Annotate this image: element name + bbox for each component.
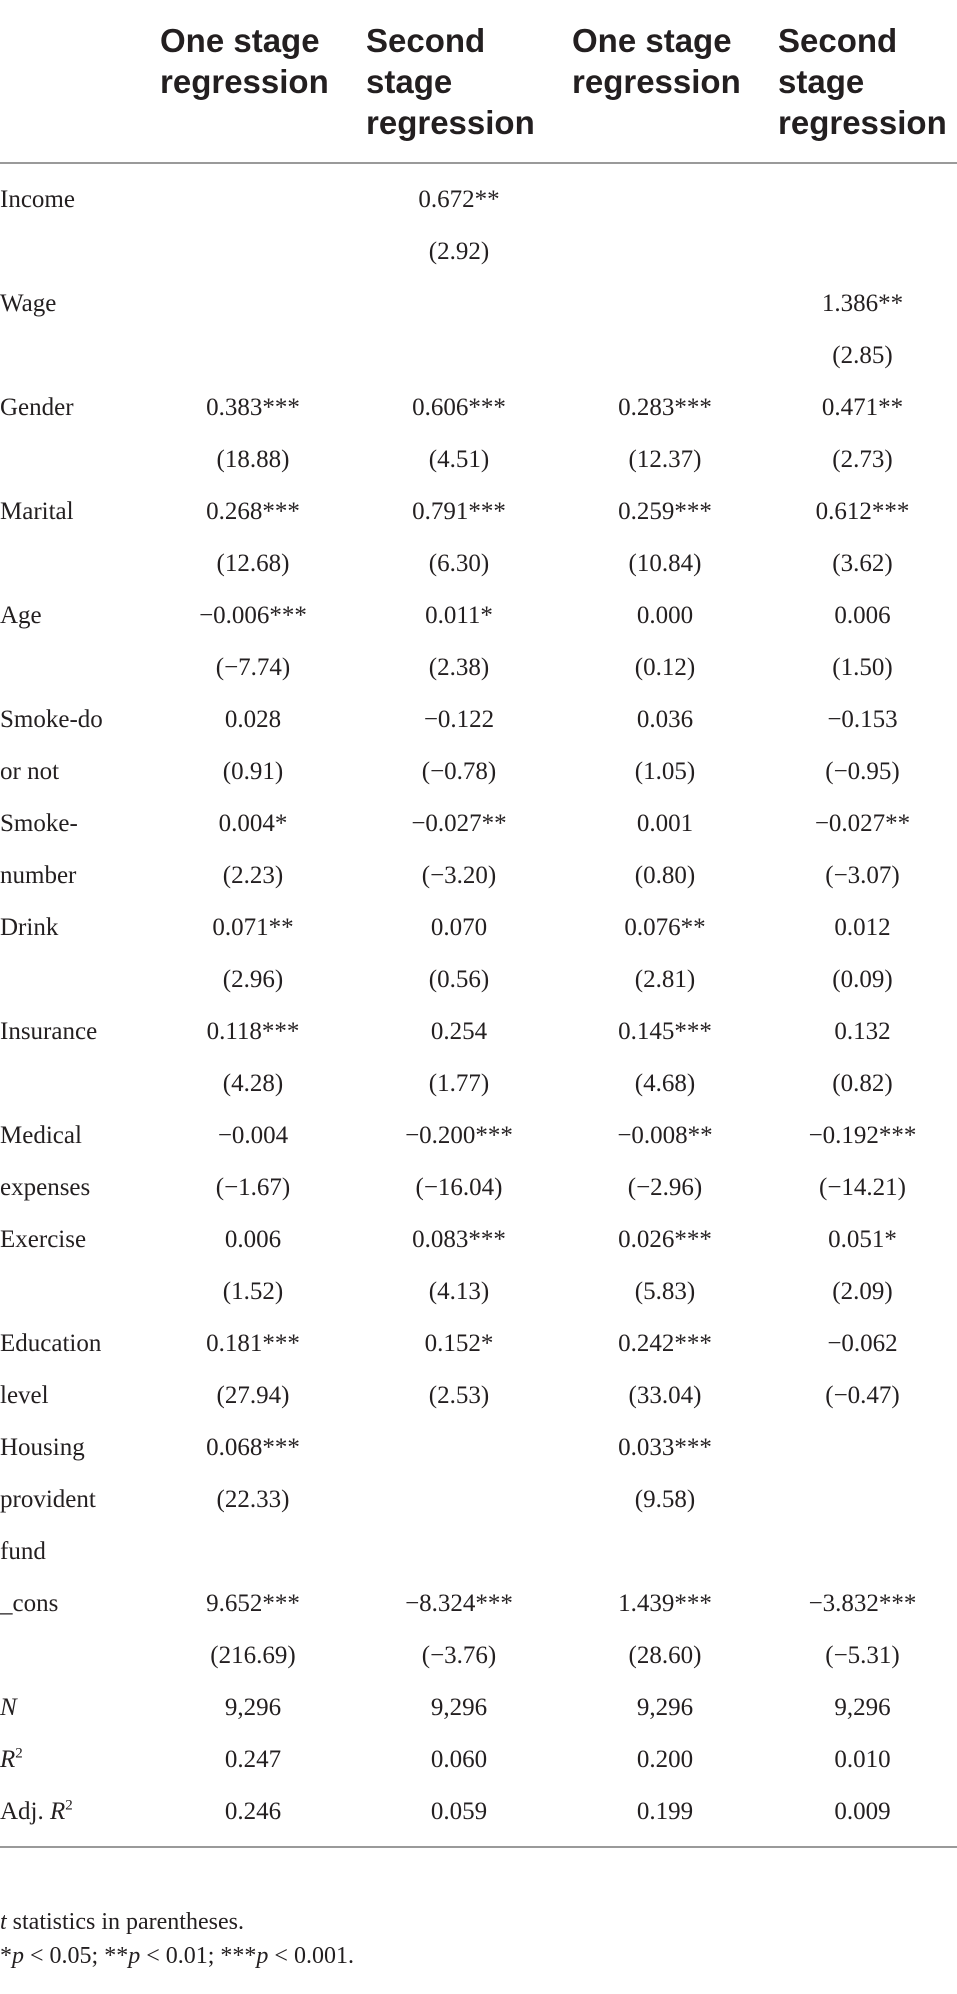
table-cell — [562, 330, 768, 382]
row-label: Housing — [0, 1434, 85, 1461]
row-label: Gender — [0, 394, 74, 421]
table-notes — [0, 1905, 957, 1973]
table-cell: −0.004 — [217, 1122, 289, 1149]
table-cell: (2.09) — [832, 1278, 893, 1305]
row-label: number — [0, 862, 77, 889]
row-label: expenses — [0, 1174, 91, 1201]
table-body — [0, 163, 957, 1838]
table-cell: 0.254 — [430, 1018, 488, 1045]
header-line: One stage — [160, 22, 320, 59]
table-cell: (28.60) — [628, 1642, 702, 1669]
table-cell: (1.50) — [832, 654, 893, 681]
table-cell: 0.004* — [218, 810, 288, 837]
row-label — [0, 1630, 150, 1682]
stats-label: Adj. $R^2$ — [0, 1797, 73, 1825]
table-cell — [356, 278, 562, 330]
table-cell: 0.012 — [834, 914, 891, 941]
table-cell: −0.027** — [411, 810, 507, 837]
table-cell: 0.181*** — [206, 1330, 300, 1357]
table-cell: (0.91) — [222, 758, 284, 785]
header-gap — [0, 163, 957, 174]
table-cell: (4.68) — [634, 1070, 696, 1097]
table-cell: −8.324*** — [405, 1590, 513, 1617]
table-cell — [768, 174, 957, 226]
table-cell: (9.58) — [634, 1486, 696, 1513]
table-cell: (0.82) — [832, 1070, 893, 1097]
table-cell — [356, 1526, 562, 1578]
table-cell: 0.009 — [834, 1798, 891, 1825]
table-cell: 0.242*** — [618, 1330, 712, 1357]
table-cell: (1.05) — [634, 758, 696, 785]
table-cell: 0.060 — [430, 1746, 488, 1773]
table-row — [0, 1214, 957, 1266]
table-row — [0, 226, 957, 278]
row-label — [0, 330, 150, 382]
table-cell: 0.145*** — [618, 1018, 712, 1045]
row-label: Wage — [0, 290, 57, 317]
table-cell: (−2.96) — [627, 1174, 703, 1201]
note-t-statistics: t statistics in parentheses. — [0, 1909, 244, 1935]
table-row — [0, 174, 957, 226]
table-row — [0, 382, 957, 434]
table-cell: (0.09) — [832, 966, 893, 993]
table-row — [0, 954, 957, 1006]
table-cell: (2.73) — [832, 446, 893, 473]
stats-row — [0, 1786, 957, 1838]
table-cell — [356, 1474, 562, 1526]
table-bottom-rule — [0, 1846, 957, 1848]
table-cell: 0.036 — [636, 706, 694, 733]
table-cell: 0.132 — [834, 1018, 891, 1045]
table-cell: (6.30) — [428, 550, 490, 577]
table-row — [0, 1630, 957, 1682]
note-significance: *p < 0.05; **p < 0.01; ***p < 0.001. — [0, 1943, 354, 1969]
stats-row — [0, 1734, 957, 1786]
table-cell: 0.051* — [828, 1226, 897, 1253]
table-cell: (2.85) — [832, 342, 893, 369]
table-cell — [768, 1474, 957, 1526]
table-cell: 1.439*** — [618, 1590, 712, 1617]
table-cell: 0.612*** — [815, 498, 910, 525]
table-cell: (−7.74) — [215, 654, 291, 681]
table-row — [0, 642, 957, 694]
table-row — [0, 1266, 957, 1318]
table-row — [0, 1006, 957, 1058]
header-line: One stage — [572, 22, 732, 59]
table-cell: (3.62) — [832, 550, 893, 577]
table-cell: 0.026*** — [618, 1226, 712, 1253]
row-label — [0, 538, 150, 590]
table-cell: (0.56) — [428, 966, 490, 993]
table-cell: (−14.21) — [819, 1174, 906, 1201]
table-cell: −3.832*** — [808, 1590, 917, 1617]
table-row — [0, 1318, 957, 1370]
table-cell: (−1.67) — [215, 1174, 291, 1201]
table-cell: −0.006*** — [199, 602, 307, 629]
row-label: Medical — [0, 1122, 82, 1149]
table-cell: 0.283*** — [618, 394, 712, 421]
column-header-1 — [150, 0, 356, 163]
table-cell — [768, 1422, 957, 1474]
table-cell — [150, 174, 356, 226]
table-cell: −0.008** — [617, 1122, 713, 1149]
row-label: Smoke- — [0, 810, 78, 837]
table-cell: 0.010 — [834, 1746, 891, 1773]
table-row — [0, 902, 957, 954]
table-cell: 0.200 — [636, 1746, 694, 1773]
table-cell — [150, 1526, 356, 1578]
table-cell: 0.383*** — [206, 394, 300, 421]
table-cell: 9.652*** — [206, 1590, 300, 1617]
table-cell: 0.006 — [224, 1226, 282, 1253]
table-cell: (−0.47) — [825, 1382, 900, 1409]
column-header-3 — [562, 0, 768, 163]
table-cell: (2.38) — [428, 654, 490, 681]
table-row — [0, 1474, 957, 1526]
table-cell: 0.001 — [636, 810, 694, 837]
stats-label: N — [0, 1694, 17, 1721]
table-row — [0, 486, 957, 538]
header-line: regression — [572, 63, 741, 100]
row-label — [0, 226, 150, 278]
table-row — [0, 1370, 957, 1422]
header-line: regression — [160, 63, 329, 100]
table-header — [0, 0, 957, 163]
table-row — [0, 278, 957, 330]
table-cell: (−0.78) — [421, 758, 497, 785]
table-cell: (1.77) — [428, 1070, 490, 1097]
table-cell: (−16.04) — [415, 1174, 503, 1201]
table-cell: (5.83) — [634, 1278, 696, 1305]
header-stub — [0, 0, 150, 163]
table-cell: (18.88) — [216, 446, 290, 473]
table-row — [0, 1110, 957, 1162]
table-cell — [356, 1422, 562, 1474]
table-cell: 0.068*** — [206, 1434, 300, 1461]
table-cell: (22.33) — [216, 1486, 290, 1513]
header-line: stage — [778, 63, 865, 100]
table-row — [0, 1162, 957, 1214]
table-cell: (0.80) — [634, 862, 696, 889]
row-label: Smoke-do — [0, 706, 103, 733]
table-cell: (1.52) — [222, 1278, 284, 1305]
table-cell: 0.152* — [424, 1330, 494, 1357]
table-cell: 9,296 — [224, 1694, 282, 1721]
table-cell: 0.059 — [430, 1798, 488, 1825]
table-cell: −0.192*** — [808, 1122, 917, 1149]
header-line: stage — [366, 63, 453, 100]
table-cell: 0.268*** — [206, 498, 300, 525]
table-cell: 0.070 — [430, 914, 488, 941]
table-cell: 0.076** — [624, 914, 706, 941]
table-cell: 0.672** — [418, 186, 500, 213]
table-cell: 0.000 — [636, 602, 694, 629]
row-label: _cons — [0, 1590, 59, 1617]
stats-row — [0, 1682, 957, 1734]
row-label: provident — [0, 1486, 96, 1513]
table-cell — [562, 1526, 768, 1578]
row-label — [0, 434, 150, 486]
header-line: Second — [366, 22, 486, 59]
table-row — [0, 694, 957, 746]
table-cell: (2.96) — [222, 966, 284, 993]
table-cell — [356, 330, 562, 382]
table-cell: (4.51) — [428, 446, 490, 473]
table-cell: (−3.20) — [421, 862, 497, 889]
table-row — [0, 330, 957, 382]
table-cell: 0.246 — [224, 1798, 282, 1825]
table-cell: (2.23) — [222, 862, 284, 889]
table-cell: (−3.76) — [421, 1642, 497, 1669]
row-label: Education — [0, 1330, 102, 1357]
column-header-2 — [356, 0, 562, 163]
table-cell: 0.071** — [212, 914, 294, 941]
table-cell: −0.027** — [814, 810, 911, 837]
table-cell: −0.122 — [423, 706, 495, 733]
table-cell: 0.011* — [425, 602, 493, 629]
row-label — [0, 954, 150, 1006]
table-row — [0, 590, 957, 642]
table-cell: (216.69) — [210, 1642, 296, 1669]
table-cell: −0.153 — [827, 706, 898, 733]
table-cell: 9,296 — [834, 1694, 891, 1721]
table-cell: 9,296 — [636, 1694, 694, 1721]
table-row — [0, 1578, 957, 1630]
table-cell — [562, 226, 768, 278]
table-cell: (27.94) — [216, 1382, 290, 1409]
table-cell — [768, 226, 957, 278]
table-cell: 0.471** — [821, 394, 904, 421]
row-label — [0, 1058, 150, 1110]
table-cell — [768, 1526, 957, 1578]
table-cell: 0.606*** — [412, 394, 506, 421]
row-label — [0, 1266, 150, 1318]
table-cell: (4.13) — [428, 1278, 490, 1305]
table-row — [0, 1422, 957, 1474]
table-row — [0, 746, 957, 798]
table-cell: (−0.95) — [825, 758, 900, 785]
table-cell — [150, 330, 356, 382]
header-line: regression — [778, 104, 947, 141]
table-cell: (−3.07) — [825, 862, 900, 889]
table-cell: (10.84) — [628, 550, 702, 577]
table-cell — [150, 278, 356, 330]
table-cell: −0.062 — [827, 1330, 898, 1357]
table-cell: 0.791*** — [412, 498, 506, 525]
table-cell: 0.199 — [636, 1798, 694, 1825]
table-cell: 9,296 — [430, 1694, 488, 1721]
table-cell: (12.37) — [628, 446, 702, 473]
table-cell: (2.53) — [428, 1382, 490, 1409]
row-label: fund — [0, 1538, 46, 1565]
table-cell: 0.006 — [834, 602, 891, 629]
table-cell: 0.247 — [224, 1746, 282, 1773]
row-label: Exercise — [0, 1226, 87, 1253]
table-cell: 0.259*** — [618, 498, 712, 525]
header-line: regression — [366, 104, 535, 141]
row-label: Marital — [0, 498, 74, 525]
table-cell: (0.12) — [634, 654, 696, 681]
table-cell: 0.118*** — [206, 1018, 300, 1045]
table-cell: 1.386** — [821, 290, 904, 317]
table-cell: (4.28) — [222, 1070, 284, 1097]
table-cell: (12.68) — [216, 550, 290, 577]
row-label: Age — [0, 602, 42, 629]
table-cell: (2.81) — [634, 966, 696, 993]
table-cell: −0.200*** — [405, 1122, 513, 1149]
table-cell: 0.083*** — [412, 1226, 506, 1253]
header-line: Second — [778, 22, 898, 59]
row-label: Insurance — [0, 1018, 98, 1045]
stats-label: $R^2$ — [0, 1745, 23, 1773]
table-row — [0, 850, 957, 902]
row-label: or not — [0, 758, 60, 785]
table-row — [0, 1058, 957, 1110]
column-header-4 — [768, 0, 957, 163]
table-cell: 0.028 — [224, 706, 282, 733]
table-cell: (33.04) — [628, 1382, 702, 1409]
table-cell: 0.033*** — [618, 1434, 712, 1461]
table-row — [0, 798, 957, 850]
table-row — [0, 538, 957, 590]
row-label: Drink — [0, 914, 59, 941]
table-cell — [562, 174, 768, 226]
table-cell — [150, 226, 356, 278]
table-cell — [562, 278, 768, 330]
table-cell: (2.92) — [428, 238, 490, 265]
row-label — [0, 642, 150, 694]
row-label: Income — [0, 186, 75, 213]
row-label: level — [0, 1382, 49, 1409]
table-row — [0, 434, 957, 486]
table-cell: (−5.31) — [825, 1642, 900, 1669]
table-row — [0, 1526, 957, 1578]
